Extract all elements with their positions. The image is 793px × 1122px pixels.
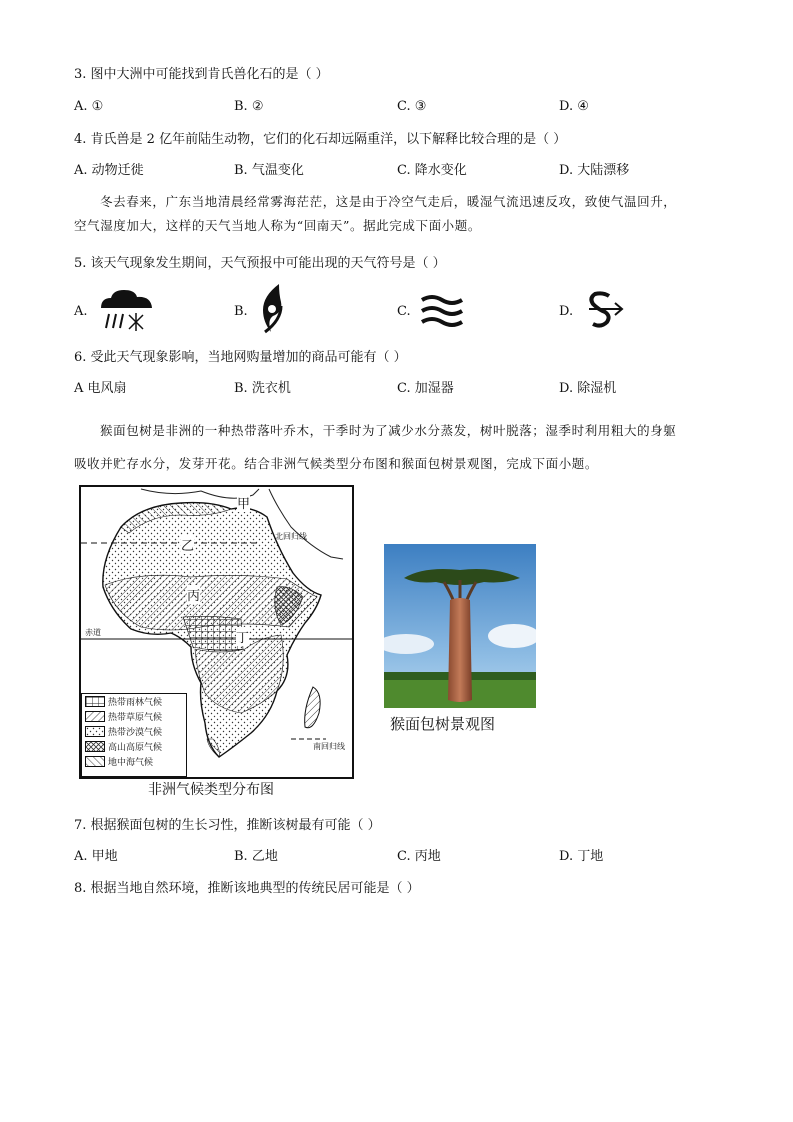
q3-option-a[interactable]: A. ① <box>74 99 104 114</box>
legend-swatch-rainforest <box>85 696 105 707</box>
passage-1-line-2: 空气湿度加大，这样的天气当地人称为“回南天”。据此完成下面小题。 <box>74 218 481 233</box>
map-label-jia: 甲 <box>237 493 250 512</box>
legend-item-highland <box>85 739 186 754</box>
legend-swatch-desert <box>85 726 105 737</box>
q7-option-a[interactable]: A. 甲地 <box>74 849 118 864</box>
typhoon-icon <box>257 282 287 334</box>
legend-swatch-mediterranean <box>85 756 105 767</box>
legend-label-rainforest: 热带雨林气候 <box>108 698 163 708</box>
passage-huinantian <box>74 193 724 235</box>
q6-option-d[interactable]: D. 除湿机 <box>559 381 617 396</box>
photo-caption: 猴面包树景观图 <box>390 715 496 733</box>
passage-2-text-1: 猴面包树是非洲的一种热带落叶乔木，干季时为了减少水分蒸发，树叶脱落；湿季时利用粗大的身躯 <box>100 423 677 438</box>
q7-option-d[interactable]: D. 丁地 <box>559 849 604 864</box>
legend-item-desert <box>85 724 186 739</box>
q5-option-b[interactable]: B. <box>234 304 248 319</box>
q5-option-c[interactable]: C. <box>397 304 411 319</box>
question-4-stem: 4. 肯氏兽是 2 亿年前陆生动物，它们的化石却远隔重洋，以下解释比较合理的是（ ） <box>74 132 567 147</box>
africa-climate-map <box>79 485 354 779</box>
q7-option-c[interactable]: C. 丙地 <box>397 849 441 864</box>
map-label-equator: 赤道 <box>85 628 101 637</box>
legend-label-mediterranean: 地中海气候 <box>108 758 154 768</box>
legend-swatch-highland <box>85 741 105 752</box>
passage-1-text-1: 冬去春来，广东当地清晨经常雾海茫茫，这是由于冷空气走后，暖湿气流迅速反攻，致使气温回升， <box>100 194 677 209</box>
fog-icon <box>418 294 464 328</box>
q5-option-a[interactable]: A. <box>74 304 88 319</box>
q4-option-b[interactable]: B. 气温变化 <box>234 163 304 178</box>
q4-option-d[interactable]: D. 大陆漂移 <box>559 163 630 178</box>
baobab-tree-image <box>384 544 536 708</box>
q4-option-c[interactable]: C. 降水变化 <box>397 163 467 178</box>
legend-label-highland: 高山高原气候 <box>108 743 163 753</box>
question-7-stem: 7. 根据猴面包树的生长习性，推断该树最有可能（ ） <box>74 818 381 833</box>
legend-swatch-savanna <box>85 711 105 722</box>
baobab-photo <box>384 544 536 708</box>
map-label-tropic-south: 南回归线 <box>313 742 345 751</box>
q3-option-c[interactable]: C. ③ <box>397 99 427 114</box>
q6-option-b[interactable]: B. 洗衣机 <box>234 381 291 396</box>
legend-item-mediterranean <box>85 754 186 769</box>
q5-option-d[interactable]: D. <box>559 304 574 319</box>
question-8-stem: 8. 根据当地自然环境，推断该地典型的传统民居可能是（ ） <box>74 881 420 896</box>
legend-item-rainforest <box>85 694 186 709</box>
map-caption: 非洲气候类型分布图 <box>148 782 274 798</box>
rain-snow-cloud-icon <box>97 288 155 334</box>
q3-option-d[interactable]: D. ④ <box>559 99 589 114</box>
passage-baobab <box>74 422 724 473</box>
passage-2-line-2: 吸收并贮存水分，发芽开花。结合非洲气候类型分布图和猴面包树景观图，完成下面小题。 <box>74 456 599 471</box>
map-label-yi: 乙 <box>181 535 194 554</box>
question-3-stem: 3. 图中大洲中可能找到肯氏兽化石的是（ ） <box>74 67 329 82</box>
map-label-tropic-north: 北回归线 <box>275 532 307 541</box>
passage-2-line-1 <box>74 422 724 440</box>
legend-item-savanna <box>85 709 186 724</box>
q4-option-a[interactable]: A. 动物迁徙 <box>74 163 144 178</box>
q6-option-c[interactable]: C. 加湿器 <box>397 381 454 396</box>
q7-option-b[interactable]: B. 乙地 <box>234 849 278 864</box>
question-6-stem: 6. 受此天气现象影响，当地网购量增加的商品可能有（ ） <box>74 350 407 365</box>
q3-option-b[interactable]: B. ② <box>234 99 264 114</box>
legend-label-savanna: 热带草原气候 <box>108 713 163 723</box>
q6-option-a[interactable]: A 电风扇 <box>74 381 127 396</box>
question-5-stem: 5. 该天气现象发生期间，天气预报中可能出现的天气符号是（ ） <box>74 256 446 271</box>
legend-label-desert: 热带沙漠气候 <box>108 728 163 738</box>
sandstorm-icon <box>585 290 627 330</box>
map-label-ding: 丁 <box>236 627 249 646</box>
map-legend <box>81 693 187 777</box>
passage-1-line-1 <box>74 193 724 211</box>
map-label-bing: 丙 <box>187 585 200 604</box>
